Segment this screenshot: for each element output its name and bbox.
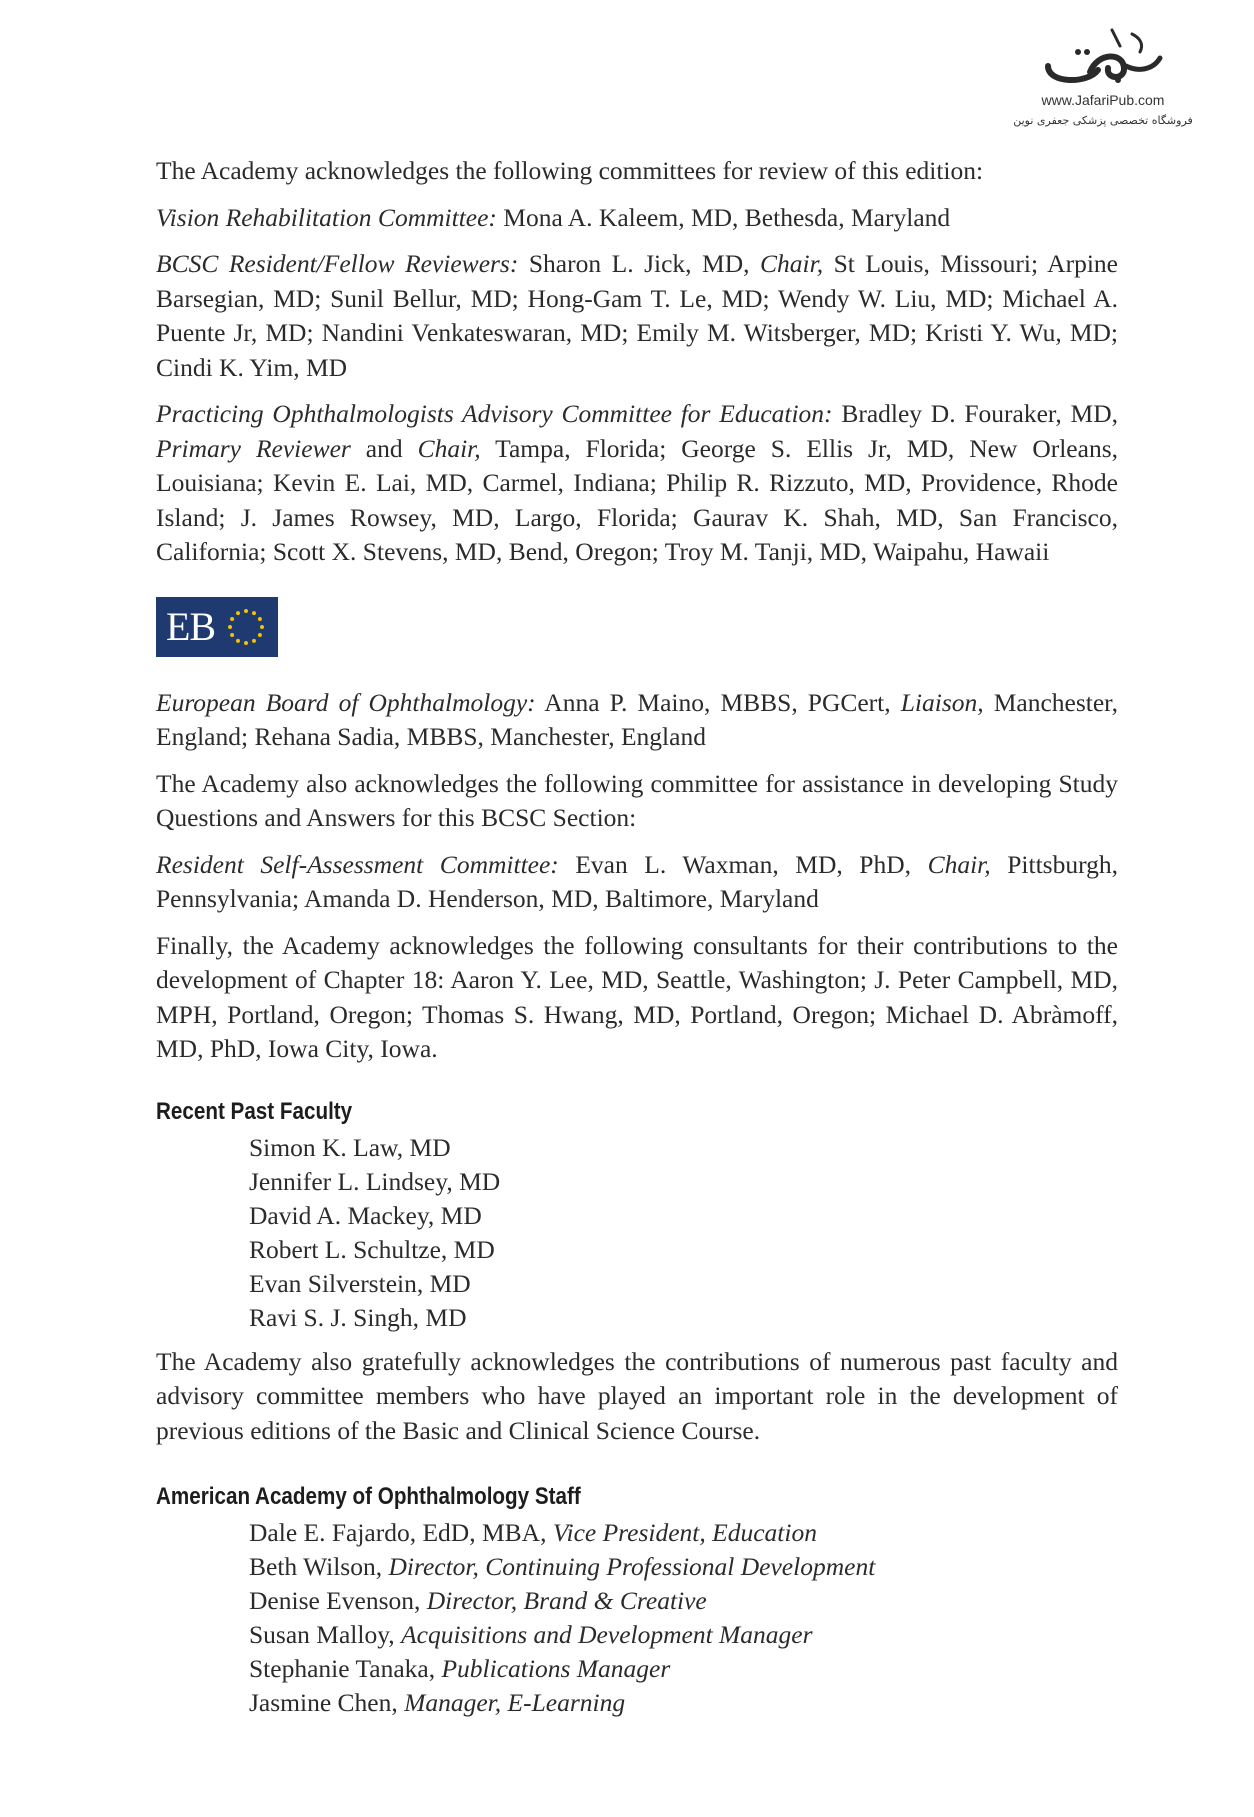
rsac-text: Evan L. Waxman, MD, PhD, bbox=[558, 849, 928, 879]
assistance-paragraph: The Academy also acknowledges the following committee for assistance in developing Study Questions and Answers for this BCSC Section: bbox=[156, 768, 1118, 832]
staff-name: Denise Evenson, bbox=[249, 1586, 427, 1615]
ebo-label: European Board of Ophthalmology: bbox=[156, 687, 536, 717]
publisher-url: www.JafariPub.com bbox=[1041, 92, 1165, 108]
staff-title: Director, Brand & Creative bbox=[426, 1586, 707, 1615]
intro-paragraph: The Academy acknowledges the following committees for review of this edition: bbox=[156, 156, 984, 185]
faculty-name: Jennifer L. Lindsey, MD bbox=[249, 1166, 501, 1196]
staff-title: Director, Continuing Professional Development bbox=[388, 1552, 876, 1581]
publisher-logo bbox=[998, 22, 1208, 127]
vision-committee-label: Vision Rehabilitation Committee: bbox=[156, 202, 497, 232]
staff-list bbox=[249, 1516, 1118, 1720]
ebo-text: Anna P. Maino, MBBS, PGCert, bbox=[535, 687, 901, 717]
chair-role: Chair, bbox=[417, 433, 481, 463]
staff-title: Acquisitions and Development Manager bbox=[401, 1620, 813, 1649]
staff-heading: American Academy of Ophthalmology Staff bbox=[156, 1483, 581, 1510]
poace-text: Bradley D. Fouraker, MD, bbox=[832, 399, 1118, 428]
bcsc-reviewers-text-rest: St Louis, Missouri; Arpine Barsegian, MD; Sunil Bellur, MD; Hong-Gam T. Le, MD; Wendy W. Liu, MD; Michael A. Puente Jr, MD; Nandini Venkateswaran, MD; Emily M. Witsberger, MD; Kristi Y. Wu, MD; Cindi K. Yim, MD bbox=[156, 249, 1118, 382]
publisher-tagline: فروشگاه تخصصی پزشکی جعفری نوین bbox=[1013, 114, 1193, 127]
consultants-paragraph: Finally, the Academy acknowledges the following consultants for their contributions to the development of Chapter 18: Aaron Y. Lee, MD, Seattle, Washington; J. Peter Campbell, MD, MPH, Portland, Oregon; Thomas S. Hwang, MD, Portland, Oregon; Michael D. Abràmoff, MD, PhD, Iowa City, Iowa. bbox=[156, 930, 1118, 1063]
faculty-name: David A. Mackey, MD bbox=[249, 1200, 482, 1230]
ebo-text-rest: Manchester, England; Rehana Sadia, MBBS, Manchester, England bbox=[156, 687, 1118, 751]
staff-name: Stephanie Tanaka, bbox=[249, 1654, 442, 1683]
rsac-paragraph bbox=[156, 848, 1118, 917]
bcsc-reviewers-label: BCSC Resident/Fellow Reviewers: bbox=[156, 249, 519, 278]
staff-member bbox=[249, 1550, 1118, 1584]
european-board-logo bbox=[156, 597, 278, 657]
rsac-text-rest: Pittsburgh, Pennsylvania; Amanda D. Henderson, MD, Baltimore, Maryland bbox=[156, 849, 1118, 913]
eb-logo-text: EB bbox=[166, 603, 216, 649]
faculty-name: Simon K. Law, MD bbox=[249, 1132, 451, 1162]
staff-title: Publications Manager bbox=[441, 1654, 671, 1683]
staff-member bbox=[249, 1618, 1118, 1652]
staff-member bbox=[249, 1584, 1118, 1618]
liaison-role: Liaison, bbox=[900, 687, 984, 717]
recent-faculty-list bbox=[249, 1131, 1118, 1335]
vision-committee-paragraph bbox=[156, 201, 1118, 236]
poace-text-rest: Tampa, Florida; George S. Ellis Jr, MD, New Orleans, Louisiana; Kevin E. Lai, MD, Carmel, Indiana; Philip R. Rizzuto, MD, Providence, Rhode Island; J. James Rowsey, MD, Largo, Florida; Gaurav K. Shah, MD, San Francisco, California; Scott X. Stevens, MD, Bend, Oregon; Troy M. Tanji, MD, Waipahu, Hawaii bbox=[156, 433, 1118, 566]
staff-member bbox=[249, 1516, 1118, 1550]
vision-committee-text: Mona A. Kaleem, MD, Bethesda, Maryland bbox=[496, 202, 951, 232]
faculty-name: Robert L. Schultze, MD bbox=[249, 1234, 495, 1264]
faculty-name: Ravi S. J. Singh, MD bbox=[249, 1302, 467, 1332]
poace-paragraph bbox=[156, 397, 1118, 570]
staff-name: Susan Malloy, bbox=[249, 1620, 402, 1649]
rsac-label: Resident Self-Assessment Committee: bbox=[156, 849, 559, 879]
past-faculty-paragraph: The Academy also gratefully acknowledges the contributions of numerous past faculty and advisory committee members who have played an important role in the development of previous editions of the Basic and Clinical Science Course. bbox=[156, 1346, 1118, 1445]
page-content bbox=[156, 154, 1118, 1730]
ebo-paragraph bbox=[156, 686, 1118, 755]
chair-role: Chair, bbox=[927, 849, 991, 879]
staff-name: Dale E. Fajardo, EdD, MBA, bbox=[249, 1518, 553, 1547]
poace-label: Practicing Ophthalmologists Advisory Committee for Education: bbox=[156, 399, 833, 428]
chair-role: Chair, bbox=[760, 249, 824, 278]
faculty-name: Evan Silverstein, MD bbox=[249, 1268, 471, 1298]
poace-and: and bbox=[350, 433, 418, 463]
staff-title: Vice President, Education bbox=[552, 1518, 817, 1547]
eu-stars-icon bbox=[224, 605, 268, 649]
primary-reviewer-role: Primary Reviewer bbox=[156, 433, 351, 463]
calligraphy-logo-icon bbox=[1028, 22, 1178, 90]
recent-faculty-heading: Recent Past Faculty bbox=[156, 1097, 353, 1125]
staff-name: Beth Wilson, bbox=[249, 1552, 389, 1581]
staff-member bbox=[249, 1652, 1118, 1686]
staff-name: Jasmine Chen, bbox=[249, 1688, 405, 1717]
staff-member bbox=[249, 1686, 1118, 1720]
bcsc-reviewers-text: Sharon L. Jick, MD, bbox=[518, 249, 760, 278]
staff-title: Manager, E-Learning bbox=[404, 1688, 626, 1717]
bcsc-reviewers-paragraph bbox=[156, 247, 1118, 385]
